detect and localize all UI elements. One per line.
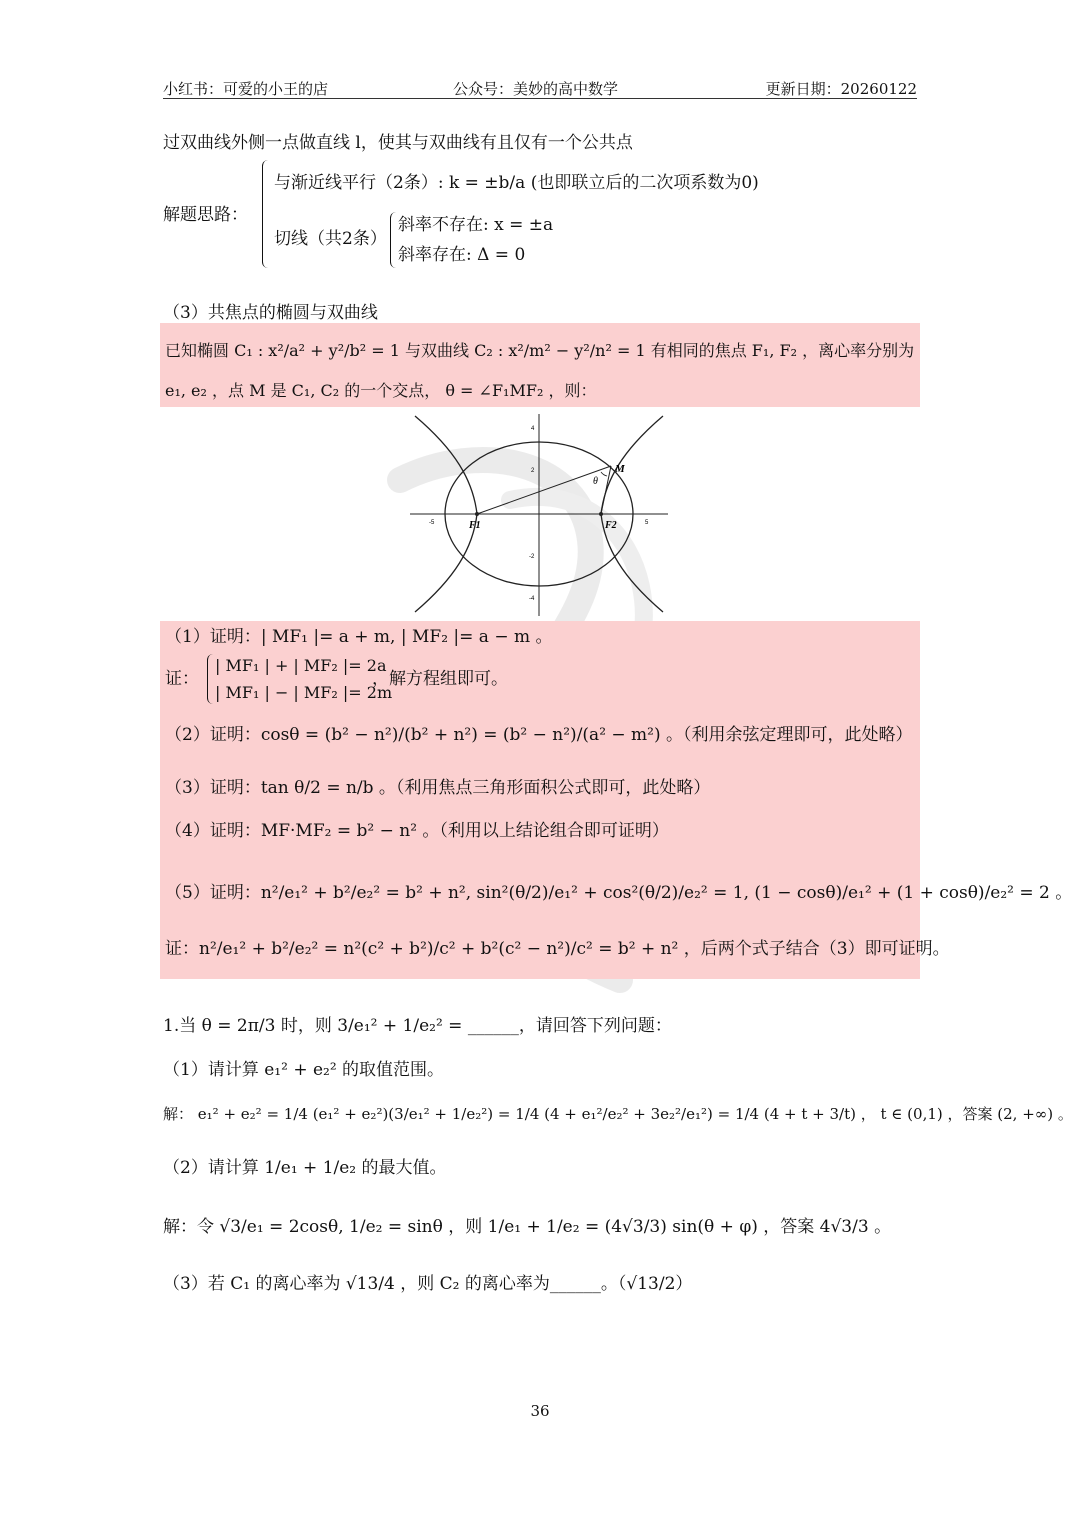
case-tangent-b: 斜率存在: Δ = 0 (398, 245, 526, 265)
result-1-proof-b: | MF₁ | − | MF₂ |= 2m (215, 683, 393, 702)
page-header (163, 78, 917, 99)
result-1-proof-label: 证： (165, 669, 199, 689)
result-2: （2）证明：cosθ = (b² − n²)/(b² + n²) = (b² − n²)/(a² − m²) 。（利用余弦定理即可，此处略） (165, 725, 913, 745)
given-line-2: e₁, e₂ ，点 M 是 C₁, C₂ 的一个交点， θ = ∠F₁MF₂ ，则： (165, 381, 597, 400)
result-5: （5）证明：n²/e₁² + b²/e₂² = b² + n², sin²(θ/2)/e₁² + cos²(θ/2)/e₂² = 1, (1 − cosθ)/e₁² + (1 + cosθ)/e₂² = 2 。 (165, 883, 1073, 903)
angle-arc (601, 472, 607, 476)
page-number: 36 (530, 1402, 550, 1420)
given-line-1: 已知椭圆 C₁ : x²/a² + y²/b² = 1 与双曲线 C₂ : x²/m² − y²/n² = 1 有相同的焦点 F₁, F₂ ，离心率分别为 (165, 341, 915, 360)
intro-line: 过双曲线外侧一点做直线 l，使其与双曲线有且仅有一个公共点 (163, 133, 633, 153)
case-tangent-label: 切线（共2条） (274, 229, 387, 249)
tick-y-neg2: -2 (529, 554, 535, 560)
problem-part-1: （1）请计算 e₁² + e₂² 的取值范围。 (163, 1060, 445, 1080)
label-m: M (615, 463, 625, 475)
section-title: （3）共焦点的椭圆与双曲线 (163, 303, 378, 323)
label-theta: θ (593, 476, 598, 487)
header-right: 更新日期：20260122 (765, 80, 917, 98)
header-center: 公众号：美妙的高中数学 (453, 80, 619, 98)
tick-y-neg4: -4 (529, 596, 535, 602)
problem-part-2: （2）请计算 1/e₁ + 1/e₂ 的最大值。 (163, 1158, 447, 1178)
label-f2: F2 (605, 520, 617, 531)
idea-label: 解题思路： (163, 205, 248, 225)
result-1-proof-a: | MF₁ | + | MF₂ |= 2a (215, 656, 387, 675)
result-1-proof-tail: ，解方程组即可。 (372, 669, 508, 689)
f2-point (599, 512, 603, 516)
problem-question: 1.当 θ = 2π/3 时，则 3/e₁² + 1/e₂² = ______，请回答下列问题： (163, 1016, 672, 1036)
result-1: （1）证明：| MF₁ |= a + m, | MF₂ |= a − m 。 (165, 627, 553, 647)
problem-part-1-solution: 解： e₁² + e₂² = 1/4 (e₁² + e₂²)(3/e₁² + 1/e₂²) = 1/4 (4 + e₁²/e₂² + 3e₂²/e₁²) = 1/4 (4 + t + 3/t) ， t ∈ (0,1) ，答案 (2, +∞) 。 (163, 1105, 1073, 1123)
brace-outer (262, 160, 271, 268)
case-tangent-a: 斜率不存在: x = ±a (398, 215, 554, 235)
f1-point (475, 512, 479, 516)
result-3: （3）证明：tan θ/2 = n/b 。（利用焦点三角形面积公式即可，此处略） (165, 778, 711, 798)
header-left: 小红书：可爱的小王的店 (163, 80, 329, 98)
problem-part-2-solution: 解：令 √3/e₁ = 2cosθ, 1/e₂ = sinθ ，则 1/e₁ + 1/e₂ = (4√3/3) sin(θ + φ) ，答案 4√3/3 。 (163, 1217, 892, 1237)
tick-y-2: 2 (531, 468, 535, 474)
tick-x-neg5: -5 (429, 520, 435, 526)
proof-brace (207, 654, 214, 704)
conic-figure (405, 410, 673, 620)
tick-x-5: 5 (645, 520, 649, 526)
problem-part-3: （3）若 C₁ 的离心率为 √13/4 ，则 C₂ 的离心率为______。（√13/2） (163, 1274, 693, 1294)
result-5-proof: 证：n²/e₁² + b²/e₂² = n²(c² + b²)/c² + b²(c² − n²)/c² = b² + n² ，后两个式子结合（3）即可证明。 (165, 939, 950, 959)
segment-f1m (477, 466, 611, 514)
tick-y-4: 4 (531, 426, 535, 432)
case-asymptote: 与渐近线平行（2条）: k = ±b/a (也即联立后的二次项系数为0) (274, 173, 759, 193)
brace-inner (390, 212, 397, 268)
result-4: （4）证明：MF·MF₂ = b² − n² 。（利用以上结论组合即可证明） (165, 821, 669, 841)
label-f1: F1 (469, 520, 481, 531)
